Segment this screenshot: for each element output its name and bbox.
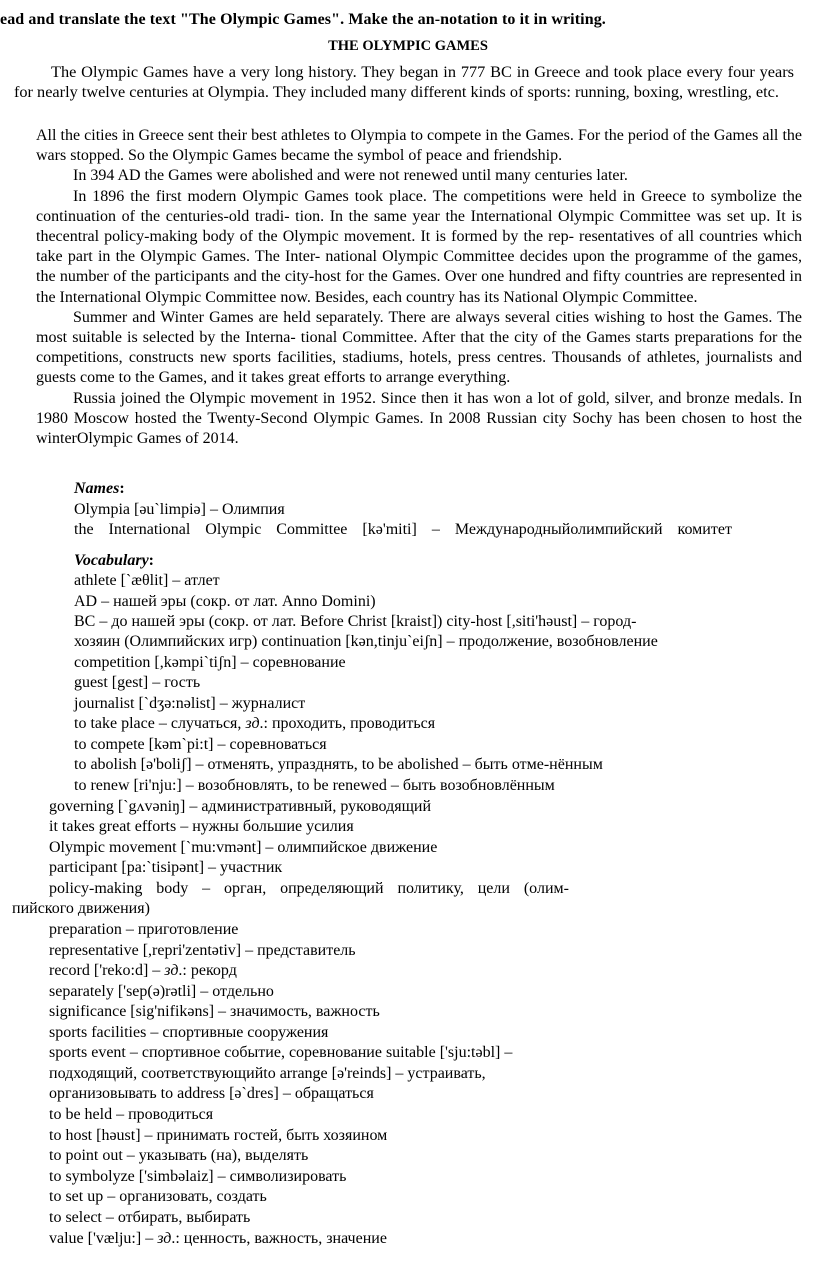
word: определяющий bbox=[280, 880, 384, 897]
vocab-line: sports event – спортивное событие, соревнование suitable ['sju:təbl] – bbox=[49, 1044, 513, 1061]
text-title: THE OLYMPIC GAMES bbox=[328, 38, 488, 54]
vocabulary-heading bbox=[74, 551, 154, 572]
vocab-line: participant [pa:`tisipənt] – участник bbox=[49, 859, 283, 876]
vocab-line: to host [həust] – принимать гостей, быть хозяином bbox=[49, 1127, 388, 1144]
vocab-line: to symbolyze ['simbəlaiz] – символизировать bbox=[49, 1168, 347, 1185]
word: орган, bbox=[223, 880, 267, 897]
names-item-ioc bbox=[74, 520, 732, 541]
names-heading bbox=[74, 479, 125, 500]
vocab-line: Olympic movement [`mu:vmənt] – олимпийское движение bbox=[49, 839, 438, 856]
main-text bbox=[36, 126, 802, 449]
vocab-translation: .: рекорд bbox=[178, 962, 237, 979]
vocab-line: separately ['sep(ə)rətli] – отдельно bbox=[49, 983, 274, 1000]
vocab-line: significance [sig'nifikəns] – значимость, важность bbox=[49, 1003, 380, 1020]
paragraph-4: In 1896 the first modern Olympic Games took place. The competitions were held in Greece to symbolize the continuation of the centuries-old tradi- tion. In the same year the International Olympic Committee was set up. It is thecentral policy-making body of the Olympic movement. It is formed by the rep- resentatives of all countries which take part in the Olympic Games. The Inter- national Olympic Committee decides upon the programme of the games, the number of the participants and the city-host for the Games. Over one hundred and fifty countries are represented in the International Olympic Committee now. Besides, each country has its National Olympic Committee. bbox=[36, 187, 802, 306]
vocab-line: guest [gest] – гость bbox=[74, 674, 201, 691]
paragraph-5: Summer and Winter Games are held separately. There are always several cities wishing to host the Games. The most suitable is selected by the Interna- tional Committee. After that the city of the Games starts preparations for the competitions, constructs new sports facilities, stadiums, hotels, press centres. Thousands of athletes, journalists and guests come to the Games, and it takes great efforts to arrange everything. bbox=[36, 308, 802, 387]
word: комитет bbox=[677, 521, 732, 538]
vocab-line: AD – нашей эры (сокр. от лат. Anno Domini) bbox=[74, 593, 376, 610]
vocab-line bbox=[74, 714, 435, 735]
vocab-line: to point out – указывать (на), выделять bbox=[49, 1147, 309, 1164]
vocab-line: to renew [ri'nju:] – возобновлять, to be renewed – быть возобновлённым bbox=[74, 777, 555, 794]
vocab-line: организовывать to address [ə`dres] – обращаться bbox=[49, 1085, 374, 1102]
word: International bbox=[108, 521, 191, 538]
vocab-line: to abolish [ə'boliʃ] – отменять, упразднять, to be abolished – быть отме-нённым bbox=[74, 756, 603, 773]
vocab-line: it takes great efforts – нужны большие усилия bbox=[49, 818, 354, 835]
word: (олим- bbox=[523, 880, 569, 897]
word: Международныйолимпийский bbox=[454, 521, 663, 538]
word: политику, bbox=[397, 880, 464, 897]
vocab-line: journalist [`dʒə:nəlist] – журналист bbox=[74, 695, 306, 712]
paragraph-6: Russia joined the Olympic movement in 1952. Since then it has won a lot of gold, silver, and bronze medals. In 1980 Moscow hosted the Twenty-Second Olympic Games. In 2008 Russian city Sochy has been chosen to host the winterOlympic Games of 2014. bbox=[36, 389, 802, 448]
paragraph-1-text: The Olympic Games have a very long history. They began in 777 BC in Greece and took place every four years for nearly twelve centuries at Olympia. They included many different kinds of sports: running, boxing, wrestling, etc. bbox=[14, 62, 794, 102]
vocab-translation: .: проходить, проводиться bbox=[259, 715, 436, 732]
vocab-term: record ['reko:d] – bbox=[49, 962, 165, 979]
word: Olympic bbox=[205, 521, 262, 538]
vocab-line: athlete [`æθlit] – атлет bbox=[74, 572, 220, 589]
vocab-line: to be held – проводиться bbox=[49, 1106, 214, 1123]
paragraph-2: All the cities in Greece sent their best athletes to Olympia to compete in the Games. For the period of the Games all the wars stopped. So the Olympic Games became the symbol of peace and friendship. bbox=[36, 127, 802, 165]
vocab-line: preparation – приготовление bbox=[49, 921, 239, 938]
word: Committee bbox=[276, 521, 348, 538]
vocabulary-heading-colon: : bbox=[148, 552, 154, 569]
vocab-line bbox=[49, 879, 569, 900]
vocab-term: value ['vælju:] – bbox=[49, 1230, 158, 1247]
vocab-line: competition [,kəmpi`tiʃn] – соревнование bbox=[74, 654, 346, 671]
paragraph-3: In 394 AD the Games were abolished and were not renewed until many centuries later. bbox=[73, 167, 628, 185]
vocab-line bbox=[49, 961, 237, 982]
vocab-line: to select – отбирать, выбирать bbox=[49, 1209, 251, 1226]
word: body bbox=[156, 880, 189, 897]
vocab-translation: .: ценность, важность, значение bbox=[171, 1230, 387, 1247]
vocab-line: governing [`gʌvəniŋ] – административный, руководящий bbox=[49, 798, 432, 815]
names-heading-label: Names bbox=[74, 480, 120, 497]
vocab-line: to set up – организовать, создать bbox=[49, 1188, 267, 1205]
names-heading-colon: : bbox=[119, 480, 125, 497]
word: – bbox=[431, 521, 440, 538]
word: policy-making bbox=[49, 880, 143, 897]
paragraph-1 bbox=[14, 62, 794, 102]
word: [kə'miti] bbox=[362, 521, 417, 538]
vocab-line: sports facilities – спортивные сооружения bbox=[49, 1024, 329, 1041]
names-item-olympia: Olympia [əu`limpiə] – Олимпия bbox=[74, 501, 285, 518]
vocabulary-heading-label: Vocabulary bbox=[74, 552, 149, 569]
vocab-line: representative [,repri'zentətiv] – представитель bbox=[49, 942, 356, 959]
vocab-line: пийского движения) bbox=[12, 900, 150, 917]
word: the bbox=[74, 521, 94, 538]
abbr-italic: зд bbox=[164, 962, 179, 979]
task-instruction: ead and translate the text "The Olympic Games". Make the an-notation to it in writing. bbox=[0, 11, 606, 28]
vocab-line: to compete [kəm`pi:t] – соревноваться bbox=[74, 736, 327, 753]
word: цели bbox=[477, 880, 510, 897]
vocab-line: BC – до нашей эры (сокр. от лат. Before Christ [kraist]) city-host [,siti'həust] – город- bbox=[74, 613, 637, 630]
vocab-line: подходящий, соответствующийto arrange [ə'reinds] – устраивать, bbox=[49, 1065, 486, 1082]
vocab-line bbox=[49, 1229, 387, 1250]
vocab-term: to take place – случаться, bbox=[74, 715, 246, 732]
word: – bbox=[202, 880, 211, 897]
abbr-italic: зд bbox=[245, 715, 260, 732]
vocab-line: хозяин (Олимпийских игр) continuation [kən,tinju`eiʃn] – продолжение, возобновление bbox=[74, 633, 658, 650]
abbr-italic: зд bbox=[157, 1230, 172, 1247]
